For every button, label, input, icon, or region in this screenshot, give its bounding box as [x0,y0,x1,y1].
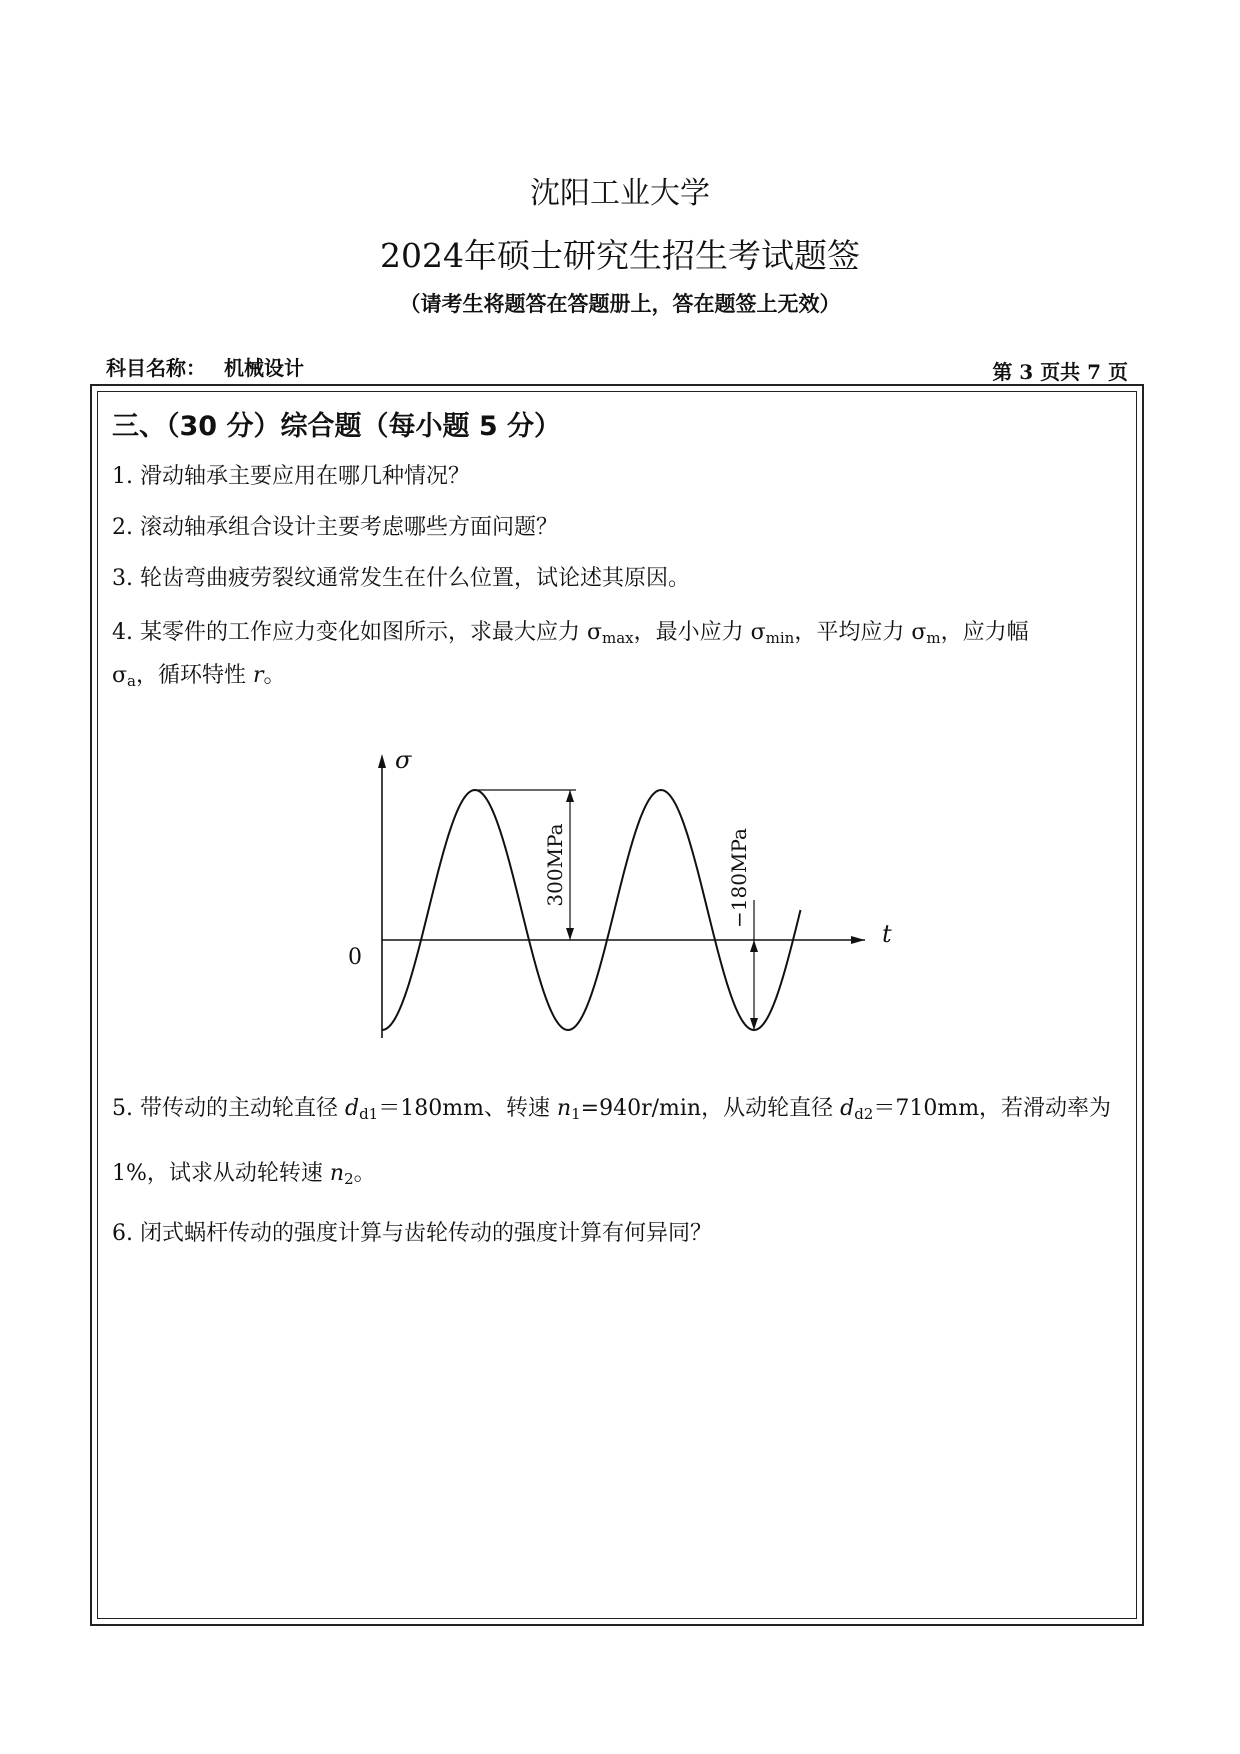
q4-text: 。 [263,663,286,688]
exam-notice: （请考生将题答在答题册上，答在题签上无效） [399,291,841,316]
q5-text: 5. 带传动的主动轮直径 [112,1096,345,1121]
q5-sub: 2 [344,1170,354,1188]
subject-line [106,352,304,381]
q5-text: =940r/min，从动轮直径 [580,1096,841,1121]
section-heading: 三、（30 分）综合题（每小题 5 分） [112,411,562,442]
question-3: 3. 轮齿弯曲疲劳裂纹通常发生在什么位置，试论述其原因。 [112,566,690,591]
y-axis-label: σ [395,746,412,774]
subject-value: 机械设计 [224,356,304,380]
stress-chart [348,746,920,1010]
q4-sub: min [765,629,795,647]
q5-text: ＝710mm，若滑动率为 [873,1096,1112,1121]
max-stress-label: 300MPa [543,823,567,907]
q4-sub: m [926,629,941,647]
exam-title: 2024年硕士研究生招生考试题签 [380,236,860,275]
q4-text: 4. 某零件的工作应力变化如图所示，求最大应力 σ [112,620,602,645]
q4-sub: a [127,672,136,690]
university-name: 沈阳工业大学 [530,176,710,211]
max-arrow-bottom [566,928,574,940]
q4-text: ，最小应力 σ [633,620,766,645]
q5-text: ＝180mm、转速 [378,1096,557,1121]
q4-text: ，平均应力 σ [794,620,927,645]
q4-text: ，循环特性 [135,663,253,688]
min-stress-label: −180MPa [727,828,751,928]
origin-label: 0 [348,945,362,970]
x-axis-arrow [851,936,865,944]
question-4-line-2 [112,661,286,696]
question-5-line-1 [112,1094,1111,1129]
q4-text: ，应力幅 [940,620,1029,645]
q5-text: 1%，试求从动轮转速 [112,1161,330,1186]
stress-chart-svg [348,746,920,1010]
question-5-line-2 [112,1159,376,1194]
q5-sub: 1 [571,1105,581,1123]
question-1: 1. 滑动轴承主要应用在哪几种情况？ [112,464,470,489]
q5-sub: d2 [854,1105,874,1123]
q5-sub: d1 [359,1105,379,1123]
page-info: 第 3 页共 7 页 [992,360,1128,384]
x-axis-label: t [882,920,892,948]
question-6: 6. 闭式蜗杆传动的强度计算与齿轮传动的强度计算有何异同？ [112,1221,712,1246]
q5-symbol: n [329,1161,345,1186]
subject-label: 科目名称： [106,356,206,380]
question-4-line-1 [112,618,1029,653]
q4-text: σ [112,663,128,688]
q5-symbol: n [556,1096,572,1121]
q4-symbol-r: r [252,663,264,688]
question-2: 2. 滚动轴承组合设计主要考虑哪些方面问题？ [112,515,558,540]
q4-sub: max [602,629,634,647]
y-axis-arrow [378,754,386,768]
max-arrow-top [566,790,574,802]
q5-symbol: d [344,1096,360,1121]
q5-symbol: d [840,1096,855,1121]
min-arrow-top [750,940,758,952]
q5-text: 。 [353,1161,376,1186]
